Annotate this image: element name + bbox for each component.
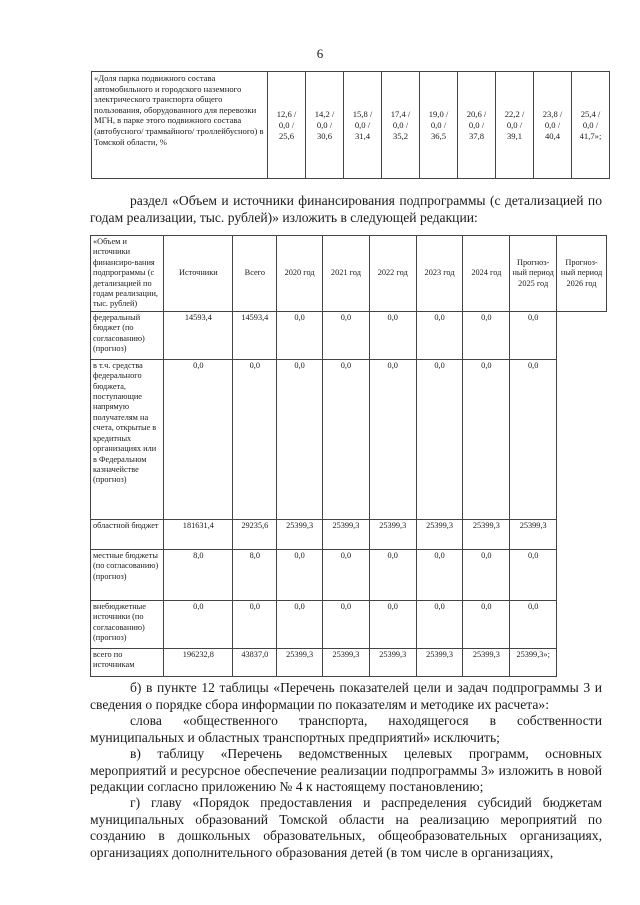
value-cell: 0,0 (164, 359, 233, 519)
source-cell: внебюджетные источники (по согласованию) (прогноз) (91, 600, 164, 648)
value-cell: 25399,3»; (510, 648, 557, 676)
value-cell: 0,0 (416, 600, 463, 648)
column-header: 2020 год (277, 236, 323, 312)
value-cell: 0,0 (369, 311, 416, 359)
value-cell: 25399,3 (369, 519, 416, 549)
indicator-value: 23,8 / 0,0 / 40,4 (534, 72, 572, 179)
value-cell: 0,0 (416, 549, 463, 600)
value-cell: 0,0 (369, 359, 416, 519)
value-cell: 0,0 (277, 359, 323, 519)
value-cell: 0,0 (323, 549, 370, 600)
indicator-value: 25,4 / 0,0 / 41,7»; (572, 72, 610, 179)
value-cell: 8,0 (233, 549, 277, 600)
value-cell: 0,0 (369, 549, 416, 600)
value-cell: 0,0 (463, 549, 510, 600)
value-cell: 8,0 (164, 549, 233, 600)
column-header: Источники (164, 236, 233, 312)
column-header: 2022 год (369, 236, 416, 312)
value-cell: 25399,3 (277, 519, 323, 549)
source-cell: всего по источникам (91, 648, 164, 676)
value-cell: 0,0 (277, 549, 323, 600)
column-header: 2021 год (323, 236, 370, 312)
value-cell: 25399,3 (277, 648, 323, 676)
value-cell: 0,0 (463, 600, 510, 648)
section-label: «Объем и источники финансиро-вания подпрограммы (с детализацией по годам реализации, тыс. рублей) (91, 236, 164, 312)
source-cell: федеральный бюджет (по согласованию) (прогноз) (91, 311, 164, 359)
value-cell: 0,0 (510, 600, 557, 648)
indicator-value: 17,4 / 0,0 / 35,2 (382, 72, 420, 179)
indicator-value: 19,0 / 0,0 / 36,5 (420, 72, 458, 179)
value-cell: 29235,6 (233, 519, 277, 549)
value-cell: 0,0 (510, 359, 557, 519)
value-cell: 0,0 (233, 359, 277, 519)
column-header: 2024 год (463, 236, 510, 312)
paragraph-g: г) главу «Порядок предоставления и распределения субсидий бюджетам муниципальных образований Томской области на реализацию мероприятий по созданию в дошкольных образовательных, общеобразовательных организациях, организациях дополнительного образования детей (в том числе в организациях, (90, 795, 602, 860)
value-cell: 25399,3 (323, 519, 370, 549)
paragraph-v: в) таблицу «Перечень ведомственных целевых программ, основных мероприятий и ресурсное обеспечение реализации подпрограммы 3» изложить в новой редакции согласно приложению № 4 к настоящему постановлению; (90, 746, 602, 795)
value-cell: 25399,3 (510, 519, 557, 549)
value-cell: 181631,4 (164, 519, 233, 549)
source-cell: в т.ч. средства федерального бюджета, поступающие напрямую получателям на счета, открытые в кредитных организациях или в Федеральном казначействе (прогноз) (91, 359, 164, 519)
financing-table (90, 235, 607, 677)
indicator-value: 14,2 / 0,0 / 30,6 (306, 72, 344, 179)
column-header: Прогноз-ный период 2025 год (510, 236, 557, 312)
value-cell: 0,0 (463, 311, 510, 359)
column-header: 2023 год (416, 236, 463, 312)
value-cell: 0,0 (164, 600, 233, 648)
value-cell: 0,0 (323, 600, 370, 648)
column-header: Всего (233, 236, 277, 312)
value-cell: 0,0 (369, 600, 416, 648)
value-cell: 0,0 (323, 359, 370, 519)
value-cell: 0,0 (463, 359, 510, 519)
value-cell: 25399,3 (463, 648, 510, 676)
source-cell: областной бюджет (91, 519, 164, 549)
value-cell: 25399,3 (323, 648, 370, 676)
table-row (91, 600, 607, 648)
paragraph-b-words: слова «общественного транспорта, находящегося в собственности муниципальных и областных транспортных предприятий» исключить; (90, 713, 602, 745)
value-cell: 14593,4 (164, 311, 233, 359)
value-cell: 0,0 (416, 359, 463, 519)
value-cell: 0,0 (510, 549, 557, 600)
value-cell: 43837,0 (233, 648, 277, 676)
value-cell: 0,0 (277, 600, 323, 648)
intro-paragraph: раздел «Объем и источники финансирования подпрограммы (с детализацией по годам реализации, тыс. рублей)» изложить в следующей редакции: (90, 193, 602, 225)
indicator-label: «Доля парка подвижного состава автомобильного и городского наземного электрического транспорта общего пользования, оборудованного для перевозки МГН, в парке этого подвижного состава (автобусного/ трамвайного/ троллейбусного) в Томской области, % (92, 72, 268, 179)
column-header: Прогноз-ный период 2026 год (557, 236, 607, 312)
indicator-value: 22,2 / 0,0 / 39,1 (496, 72, 534, 179)
value-cell: 0,0 (510, 311, 557, 359)
indicator-table (91, 71, 610, 179)
value-cell: 25399,3 (416, 519, 463, 549)
value-cell: 0,0 (277, 311, 323, 359)
table-header-row (91, 236, 607, 312)
value-cell: 25399,3 (463, 519, 510, 549)
page-number: 6 (316, 46, 324, 61)
indicator-value: 20,6 / 0,0 / 37,8 (458, 72, 496, 179)
value-cell: 0,0 (233, 600, 277, 648)
value-cell: 0,0 (323, 311, 370, 359)
indicator-value: 12,6 / 0,0 / 25,6 (268, 72, 306, 179)
value-cell: 25399,3 (369, 648, 416, 676)
indicator-value: 15,8 / 0,0 / 31,4 (344, 72, 382, 179)
value-cell: 14593,4 (233, 311, 277, 359)
table-row (92, 72, 610, 179)
table-row (91, 311, 607, 359)
value-cell: 0,0 (416, 311, 463, 359)
table-row (91, 519, 607, 549)
paragraph-b: б) в пункте 12 таблицы «Перечень показателей цели и задач подпрограммы 3 и сведения о порядке сбора информации по показателям и методике их расчета»: (90, 680, 602, 712)
value-cell: 25399,3 (416, 648, 463, 676)
source-cell: местные бюджеты (по согласованию) (прогноз) (91, 549, 164, 600)
value-cell: 196232,8 (164, 648, 233, 676)
table-row (91, 549, 607, 600)
table-row (91, 359, 607, 519)
table-row (91, 648, 607, 676)
